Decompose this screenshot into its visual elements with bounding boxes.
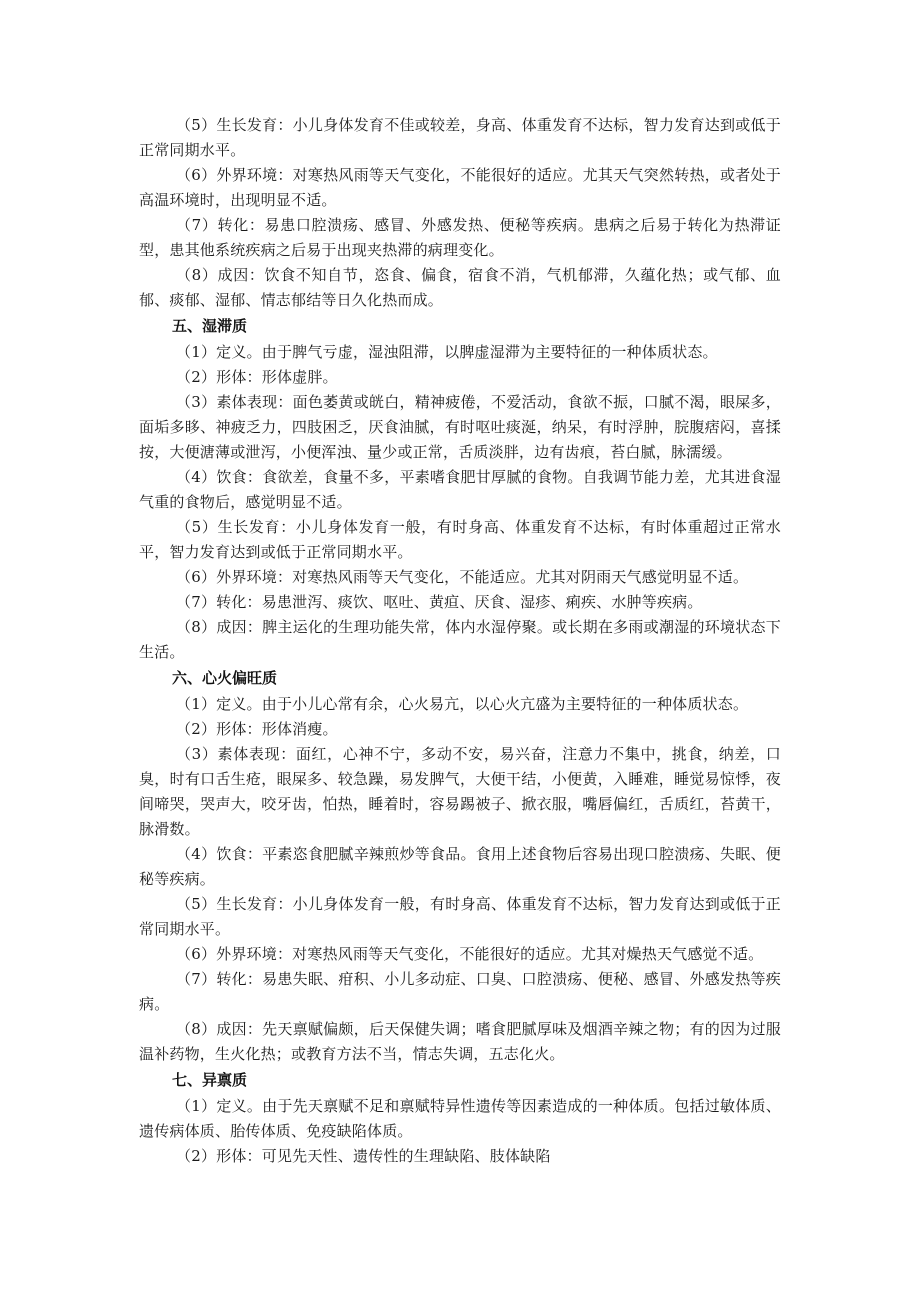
section-heading: 五、湿滞质 xyxy=(172,317,248,335)
paragraph: （3）素体表现：面红，心神不宁，多动不安，易兴奋，注意力不集中，挑食，纳差，口臭，时有口舌生疮，眼屎多、较急躁，易发脾气，大便干结，小便黄，入睡难，睡觉易惊悸，夜间啼哭，哭声大，咬牙齿，怕热，睡着时，容易踢被子、掀衣服，嘴唇偏红，舌质红，苔黄干，脉滑数。 xyxy=(139,745,781,838)
paragraph: （7）转化：易患口腔溃疡、感冒、外感发热、便秘等疾病。患病之后易于转化为热滞证型，患其他系统疾病之后易于出现夹热滞的病理变化。 xyxy=(139,216,781,259)
paragraph: （8）成因：饮食不知自节，恣食、偏食，宿食不消，气机郁滞，久蕴化热；或气郁、血郁、痰郁、湿郁、情志郁结等日久化热而成。 xyxy=(139,266,781,309)
section-2 xyxy=(139,665,781,1067)
paragraph: （2）形体：可见先天性、遗传性的生理缺陷、肢体缺陷 xyxy=(176,1147,551,1165)
section-0 xyxy=(139,113,781,313)
paragraph: （6）外界环境：对寒热风雨等天气变化，不能很好的适应。尤其天气突然转热，或者处于高温环境时，出现明显不适。 xyxy=(139,166,781,209)
paragraph: （4）饮食：食欲差，食量不多，平素嗜食肥甘厚腻的食物。自我调节能力差，尤其进食湿气重的食物后，感觉明显不适。 xyxy=(139,468,781,511)
paragraph: （1）定义。由于小儿心常有余，心火易亢，以心火亢盛为主要特征的一种体质状态。 xyxy=(176,695,749,713)
paragraph: （6）外界环境：对寒热风雨等天气变化，不能适应。尤其对阴雨天气感觉明显不适。 xyxy=(176,568,749,586)
paragraph: （7）转化：易患失眠、疳积、小儿多动症、口臭、口腔溃疡、便秘、感冒、外感发热等疾病。 xyxy=(139,970,781,1013)
paragraph: （5）生长发育：小儿身体发育一般，有时身高、体重发育不达标，智力发育达到或低于正常同期水平。 xyxy=(139,895,781,938)
section-heading: 七、异禀质 xyxy=(172,1071,248,1089)
paragraph: （3）素体表现：面色萎黄或㿠白，精神疲倦，不爱活动，食欲不振，口腻不渴，眼屎多，面垢多眵、神疲乏力，四肢困乏，厌食油腻，有时呕吐痰涎，纳呆，有时浮肿，脘腹痞闷，喜揉按，大便溏薄或泄泻，小便浑浊、量少或正常，舌质淡胖，边有齿痕，苔白腻，脉濡缓。 xyxy=(139,393,781,461)
paragraph: （5）生长发育：小儿身体发育一般，有时身高、体重发育不达标，有时体重超过正常水平，智力发育达到或低于正常同期水平。 xyxy=(139,518,781,561)
paragraph: （1）定义。由于先天禀赋不足和禀赋特异性遗传等因素造成的一种体质。包括过敏体质、遗传病体质、胎传体质、免疫缺陷体质。 xyxy=(139,1097,781,1140)
paragraph: （2）形体：形体虚胖。 xyxy=(176,368,338,386)
paragraph: （8）成因：脾主运化的生理功能失常，体内水湿停聚。或长期在多雨或潮湿的环境状态下生活。 xyxy=(139,618,781,661)
paragraph: （4）饮食：平素恣食肥腻辛辣煎炒等食品。食用上述食物后容易出现口腔溃疡、失眠、便秘等疾病。 xyxy=(139,845,781,888)
paragraph: （7）转化：易患泄泻、痰饮、呕吐、黄疸、厌食、湿疹、痢疾、水肿等疾病。 xyxy=(176,593,703,611)
paragraph: （1）定义。由于脾气亏虚，湿浊阻滞，以脾虚湿滞为主要特征的一种体质状态。 xyxy=(176,343,718,361)
section-heading: 六、心火偏旺质 xyxy=(172,669,278,687)
paragraph: （8）成因：先天禀赋偏颇，后天保健失调；嗜食肥腻厚味及烟酒辛辣之物；有的因为过服温补药物，生火化热；或教育方法不当，情志失调，五志化火。 xyxy=(139,1020,781,1063)
paragraph: （6）外界环境：对寒热风雨等天气变化，不能很好的适应。尤其对燥热天气感觉不适。 xyxy=(176,945,764,963)
paragraph: （5）生长发育：小儿身体发育不佳或较差，身高、体重发育不达标，智力发育达到或低于正常同期水平。 xyxy=(139,116,781,159)
section-1 xyxy=(139,313,781,665)
section-3 xyxy=(139,1067,781,1169)
paragraph: （2）形体：形体消瘦。 xyxy=(176,720,338,738)
